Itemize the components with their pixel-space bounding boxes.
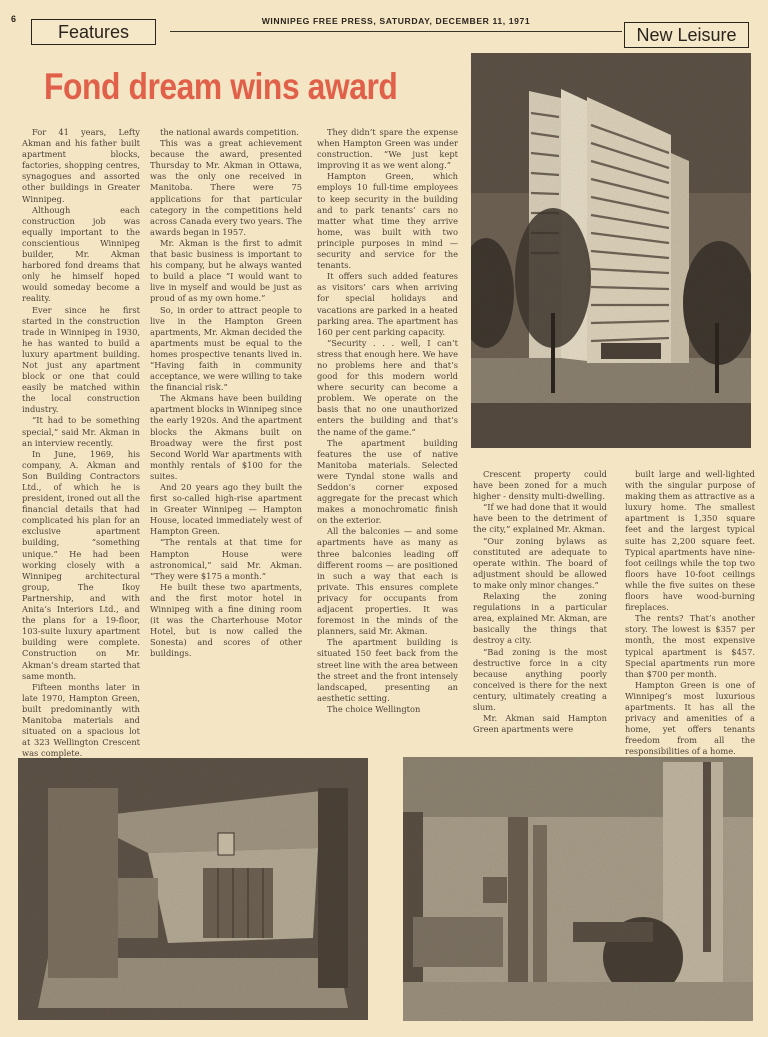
paragraph: For 41 years, Lefty Akman and his father built apartment blocks, factories, shopping centres, synagogues and assorted other buildings in Greater Winnipeg. <box>22 127 140 204</box>
paragraph: The choice Wellington <box>327 703 421 714</box>
paragraph: The apartment building features the use of native Manitoba materials. Selected were Tyndal stone walls and Seddon’s corner exposed aggregate for the precast which makes a monochromatic finish on the exterior. <box>317 437 458 526</box>
paragraph: And 20 years ago they built the first so-called high-rise apartment in Greater Winnipeg — Hampton House, located immediately west of Hampton Green. <box>150 482 302 537</box>
paragraph: They didn’t spare the expense when Hampton Green was under construction. “We just kept improving it as we went along.” <box>317 127 458 171</box>
headline: Fond dream wins award <box>44 66 398 107</box>
dateline: WINNIPEG FREE PRESS, SATURDAY, DECEMBER 11, 1971 <box>261 16 531 26</box>
section-label-text: New Leisure <box>636 24 737 45</box>
paragraph: This was a great achievement because the award, presented Thursday to Mr. Akman in Ottawa, was the only one received in Manitoba. There were 75 applications for that particular category in the competitions held across Canada every two years. The awards began in 1957. <box>150 138 302 237</box>
paragraph: All the balconies — and some apartments have as many as three balconies leading off different rooms — are positioned in such a way that each is private. This ensures complete privacy for occupants from adjacent properties. It was foremost in the minds of the planners, said Mr. Akman. <box>317 526 458 637</box>
page-number: 6 <box>11 14 17 24</box>
paragraph: “Bad zoning is the most destructive force in a city because anything poorly conceived is there for the next century, ultimately creating a slum. <box>473 646 607 712</box>
paragraph: “Our zoning bylaws as constituted are adequate to operate within. The board of adjustment should be allowed to make only minor changes.” <box>473 535 607 590</box>
paragraph: Relaxing the zoning regulations in a particular area, explained Mr. Akman, are basically the things that destroy a city. <box>473 591 607 646</box>
masthead-rule <box>170 31 622 32</box>
article-column-3 <box>317 127 458 715</box>
paragraph: Mr. Akman is the first to admit that basic business is important to his company, but he always wanted to build a place “I would want to live in myself and would be just as proud of as my own home.” <box>150 237 302 304</box>
paragraph: “The rentals at that time for Hampton House were astronomical,” said Mr. Akman. “They were $175 a month.” <box>150 537 302 581</box>
paragraph: “It had to be something special,” said Mr. Akman in an interview recently. <box>22 415 140 448</box>
article-column-5 <box>625 469 755 757</box>
paragraph: Hampton Green, which employs 10 full-time employees to keep security in the building and to park tenants’ cars no matter what time they arrive home, was built with two principle purposes in mind — security and service for the tenants. <box>317 171 458 271</box>
paragraph: The apartment building is situated 150 feet back from the street line with the area between the street and the front intensely landscaped, presenting an aesthetic setting. <box>317 637 458 703</box>
section-label-features <box>31 19 156 45</box>
paragraph: The rents? That’s another story. The lowest is $357 per month, the most expensive typical apartment is $457. Special apartments run more than $700 per month. <box>625 613 755 679</box>
paragraph: He built these two apartments, and the first motor hotel in Winnipeg with a fine dining room (it was the Charterhouse Motor Hotel, but is now called the Sonesta) and scores of other buildings. <box>150 581 302 659</box>
paragraph: Fifteen months later in late 1970, Hampton Green, built predominantly with Manitoba materials and situated on a spacious lot at 323 Wellington Crescent was complete. <box>22 681 140 759</box>
section-label-new-leisure <box>624 22 749 48</box>
section-label-text: Features <box>57 21 130 42</box>
article-column-4 <box>473 469 607 735</box>
apartment-tower-photo <box>471 53 751 448</box>
paragraph: Mr. Akman said Hampton Green apartments were <box>473 713 607 735</box>
paragraph: Ever since he first started in the construction trade in Winnipeg in 1930, he has wanted to build a luxury apartment building. Not just any apartment block or one that could easily be matched within the local construction industry. <box>22 304 140 415</box>
paragraph: Although each construction job was equally important to the conscientious Winnipeg builder, Mr. Akman harbored fond dreams that only he himself hoped would someday become a reality. <box>22 204 140 304</box>
paragraph: It offers such added features as visitors’ cars when arriving for special holidays and vacations are parked in a heated parking area. The apartment has 160 per cent parking capacity. <box>317 271 458 337</box>
paragraph: Hampton Green is one of Winnipeg’s most luxurious apartments. It has all the privacy and amenities of a home, yet offers tenants freedom from all the responsibilities of a home. <box>625 679 755 757</box>
paragraph: In June, 1969, his company, A. Akman and Son Building Contractors Ltd., of which he is president, ironed out all the financial details that had complicated his plan for an exclusive apartment building, “something unique.” He had been working closely with a Winnipeg architectural group, The Ikoy Partnership, and with Anita’s Interiors Ltd., and the plans for a 19-floor, 103-suite luxury apartment building were complete. Construction on Mr. Akman’s dream started that same month. <box>22 448 141 681</box>
paragraph: the national awards competition. <box>160 127 299 137</box>
article-column-2 <box>150 127 302 660</box>
lobby-interior-photo <box>18 758 368 1020</box>
paragraph: “If we had done that it would have been to the detriment of the city,” explained Mr. Akman. <box>473 502 607 535</box>
paragraph: “Security . . . well, I can’t stress that enough here. We have no problems here and that’s good for this modern world where security can become a problem. We operate on the basis that no one unauthorized enters the building and that’s the name of the game.” <box>317 337 458 437</box>
paragraph: Crescent property could have been zoned for a much higher - density multi-dwelling. <box>473 469 607 502</box>
paragraph: The Akmans have been building apartment blocks in Winnipeg since the early 1920s. And the apartment blocks the Akmans built on Broadway were the first post Second World War apartments with monthly rentals of $100 for the suites. <box>150 393 302 481</box>
article-column-1 <box>22 127 140 859</box>
living-room-interior-photo <box>403 757 753 1021</box>
paragraph: So, in order to attract people to live in the Hampton Green apartments, Mr. Akman decided the apartments must be equal to the homes prospective tenants lived in. “Having faith in community acceptance, we were willing to take the financial risk.” <box>150 304 302 393</box>
paragraph: built large and well-lighted with the singular purpose of making them as attractive as a luxury home. The smallest apartment is 1,350 square feet and the largest typical suite has 2,200 square feet. Typical apartments have nine-foot ceilings while the top two floors have 10-foot ceilings while the five suites on these floors have wood-burning fireplaces. <box>625 469 755 613</box>
